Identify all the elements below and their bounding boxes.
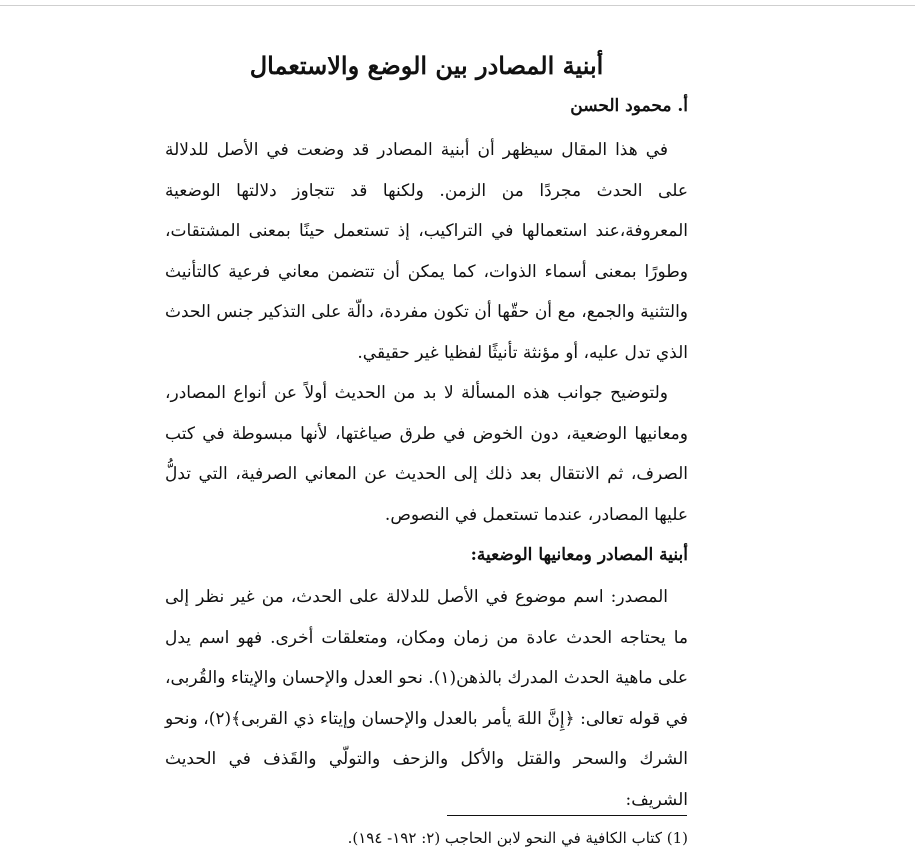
paragraph-clarification: ولتوضيح جوانب هذه المسألة لا بد من الحديث أولاً عن أنواع المصادر، ومعانيها الوضعية، دون الخوض في طرق صياغتها، لأنها مبسوطة في كتب الصرف، ثم الانتقال بعد ذلك إلى الحديث عن المعاني الصرفية، التي تدلُّ عليها المصادر، عندما تستعمل في النصوص.	[165, 383, 688, 525]
article-title: أبنية المصادر بين الوضع والاستعمال	[249, 51, 604, 80]
article	[165, 40, 688, 820]
top-border	[0, 5, 915, 6]
author-name: أ. محمود الحسن	[570, 96, 688, 116]
section-heading: أبنية المصادر ومعانيها الوضعية:	[470, 545, 688, 565]
footnote-1: (1) كتاب الكافية في النحو لابن الحاجب (٢: ١٩٢- ١٩٤).	[347, 829, 688, 847]
paragraph-intro: في هذا المقال سيظهر أن أبنية المصادر قد وضعت في الأصل للدلالة على الحدث مجردًا من الزمن. ولكنها قد تتجاوز دلالتها الوضعية المعروفة،عند استعمالها في التراكيب، إذ تستعمل حينًا بمعنى المشتقات، وطورًا بمعنى أسماء الذوات، كما يمكن أن تتضمن معاني فرعية كالتأنيث والتثنية والجمع، مع أن حقّها أن تكون مفردة، دالّة على التذكير جنس الحدث الذي تدل عليه، أو مؤنثة تأنيثًا لفظيا غير حقيقي.	[165, 140, 688, 363]
paragraph-definition: المصدر: اسم موضوع في الأصل للدلالة على الحدث، من غير نظر إلى ما يحتاجه الحدث عادة من زمان ومكان، ومتعلقات أخرى. فهو اسم يدل على ماهية الحدث المدرك بالذهن(١). نحو العدل والإحسان والإيتاء والقُربى، في قوله تعالى: ﴿إِنَّ اللهَ يأمر بالعدل والإحسان وإيتاء ذي القربى﴾(٢)، ونحو الشرك والسحر والقتل والأكل والزحف والتولّي والقَذف في الحديث الشريف:	[165, 587, 688, 810]
footnote-divider	[447, 815, 687, 816]
